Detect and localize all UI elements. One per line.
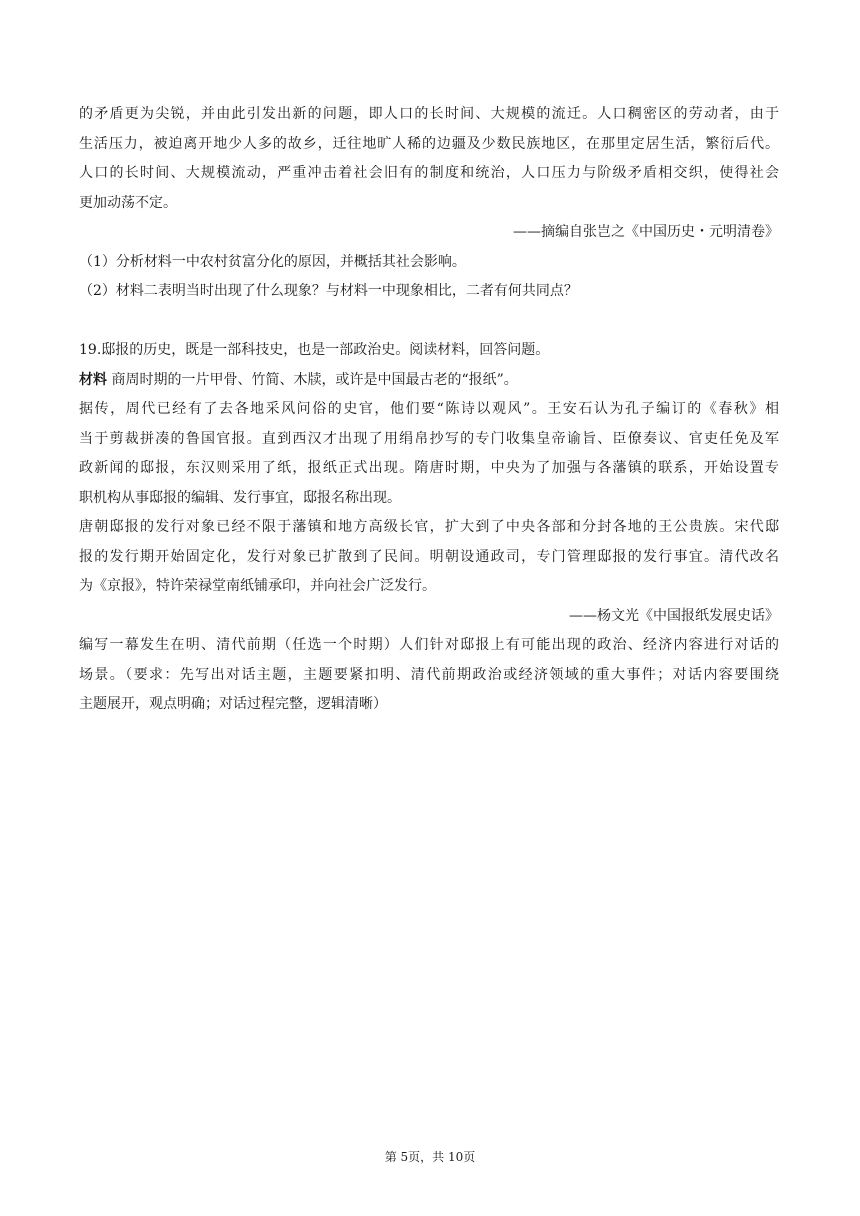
text-line: 人口的长时间、大规模流动，严重冲击着社会旧有的制度和统治，人口压力与阶级矛盾相交织，使得社会 [79,165,779,181]
text-line: 主题展开，观点明确；对话过程完整，逻辑清晰） [79,696,387,712]
source-citation: ——摘编自张岂之《中国历史・元明清卷》 [513,224,779,240]
text-line: 据传，周代已经有了去各地采风问俗的史官，他们要“陈诗以观风”。王安石认为孔子编订的《春秋》相 [79,401,779,417]
question-part: （2）材料二表明当时出现了什么现象？与材料一中现象相比，二者有何共同点？ [79,283,578,299]
text-line: 编写一幕发生在明、清代前期（任选一个时期）人们针对邸报上有可能出现的政治、经济内容进行对话的 [79,637,779,653]
question-stem: 19.邸报的历史，既是一部科技史，也是一部政治史。阅读材料，回答问题。 [79,342,550,358]
text-line: 生活压力，被迫离开地少人多的故乡，迁往地旷人稀的边疆及少数民族地区，在那里定居生活，繁衍后代。 [79,135,779,152]
material-two-continuation [79,100,779,248]
text-line: 的矛盾更为尖锐，并由此引发出新的问题，即人口的长时间、大规模的流迁。人口稠密区的劳动者，由于 [79,106,779,122]
question-18-parts [79,248,779,307]
spacer [79,307,779,337]
material-label: 材料 [79,371,107,388]
question-part: （1）分析材料一中农村贫富分化的原因，并概括其社会影响。 [79,253,466,270]
material-paragraph-1 [79,395,779,513]
text-line: 为《京报》，特许荣禄堂南纸铺承印，并向社会广泛发行。 [79,578,436,594]
text-line: 场景。（要求：先写出对话主题，主题要紧扣明、清代前期政治或经济领域的重大事件；对话内容要围绕 [79,666,779,683]
material-text: 商周时期的一片甲骨、竹简、木牍，或许是中国最古老的“报纸”。 [107,371,518,388]
text-line: 更加动荡不定。 [79,194,177,211]
text-line: 当于剪裁拼凑的鲁国官报。直到西汉才出现了用绢帛抄写的专门收集皇帝谕旨、臣僚奏议、官吏任免及军 [79,430,779,447]
text-line: 唐朝邸报的发行对象已经不限于藩镇和地方高级长官，扩大到了中央各部和分封各地的王公贵族。宋代邸 [79,519,779,535]
text-line: 职机构从事邸报的编辑、发行事宜，邸报名称出现。 [79,489,401,506]
document-page [79,100,779,720]
material-first-line [79,366,779,396]
page-footer: 第 5页，共 10页 [384,1150,476,1164]
source-citation: ——杨文光《中国报纸发展史话》 [569,607,779,624]
writing-task [79,631,779,720]
text-line: 报的发行期开始固定化，发行对象已扩散到了民间。明朝设通政司，专门管理邸报的发行事宜。清代改名 [79,548,779,565]
text-line: 政新闻的邸报，东汉则采用了纸，报纸正式出现。隋唐时期，中央为了加强与各藩镇的联系，开始设置专 [79,460,779,476]
question-19 [79,336,779,720]
material-paragraph-2 [79,513,779,602]
